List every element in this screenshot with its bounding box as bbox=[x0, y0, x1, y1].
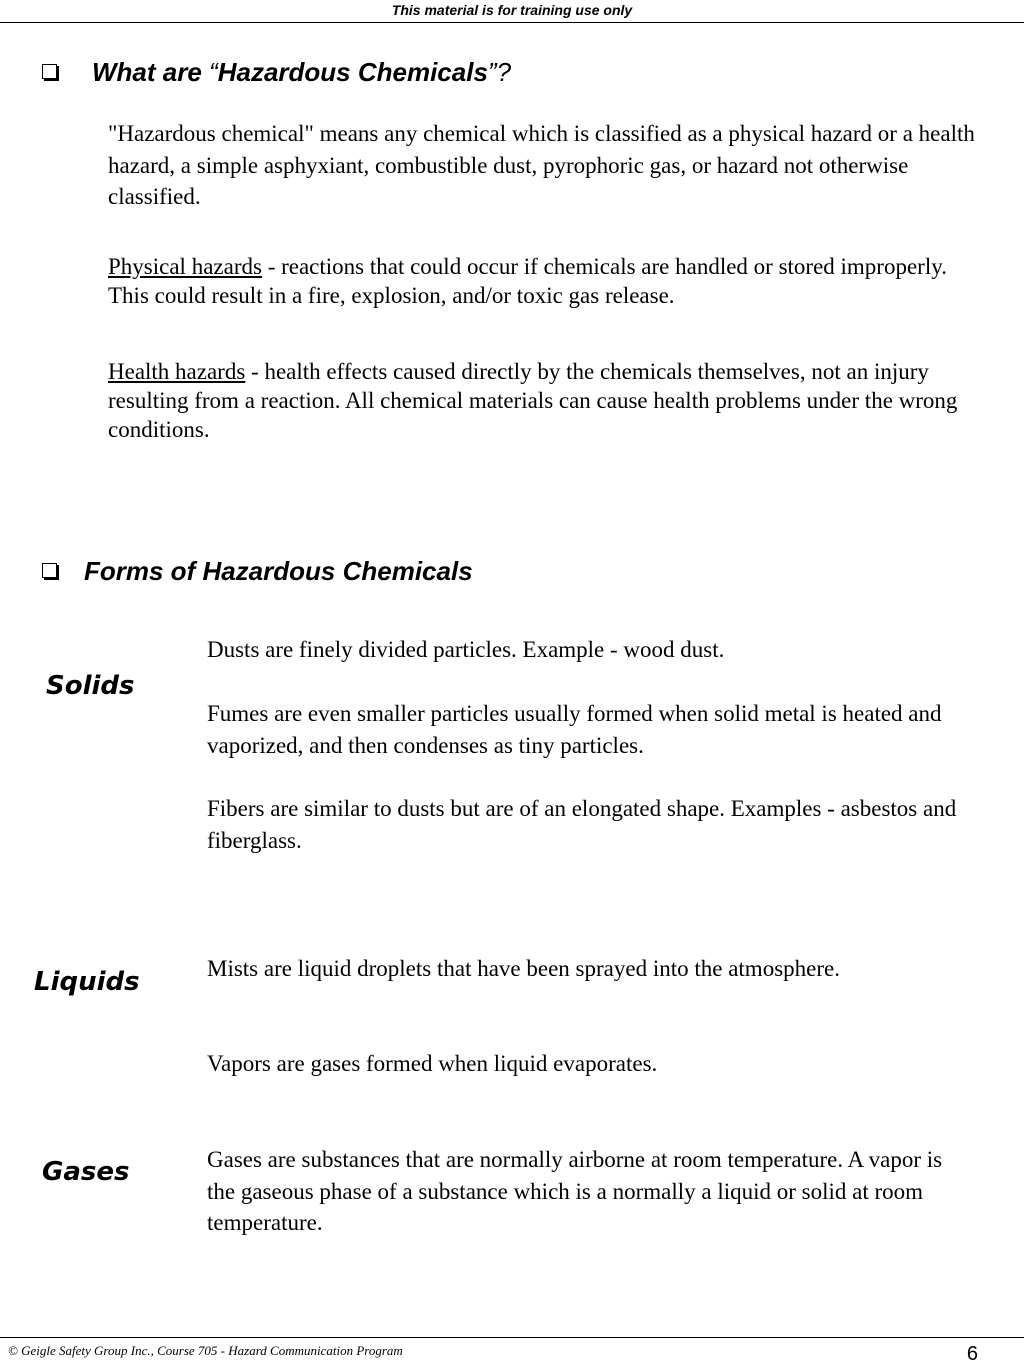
footer-copyright: © Geigle Safety Group Inc., Course 705 - Hazard Communication Program bbox=[8, 1343, 403, 1358]
header-divider bbox=[0, 22, 1024, 23]
physical-hazards-text: - reactions that could occur if chemicals are handled or stored improperly. This could result in a fire, explosion, and/or toxic gas release. bbox=[108, 254, 947, 308]
section-heading-forms: Forms of Hazardous Chemicals bbox=[84, 556, 473, 586]
health-hazards-term: Health hazards bbox=[108, 359, 246, 384]
vapors-paragraph: Vapors are gases formed when liquid evaporates. bbox=[207, 1051, 658, 1076]
dusts-paragraph: Dusts are finely divided particles. Example - wood dust. bbox=[207, 637, 725, 662]
heading-prefix: What are bbox=[92, 57, 210, 87]
heading-term: Hazardous Chemicals bbox=[217, 57, 488, 87]
page-number: 6 bbox=[966, 1343, 978, 1365]
checkbox-bullet-icon bbox=[42, 563, 57, 578]
gases-paragraph: Gases are substances that are normally airborne at room temperature. A vapor is the gaseous phase of a substance which is a normally a liquid or solid at room temperature. bbox=[207, 1147, 943, 1235]
footer-divider bbox=[0, 1337, 1024, 1338]
fibers-paragraph: Fibers are similar to dusts but are of an elongated shape. Examples - asbestos and fiberglass. bbox=[207, 796, 957, 853]
physical-hazards-term: Physical hazards bbox=[108, 254, 262, 279]
health-hazards-paragraph bbox=[108, 357, 988, 444]
training-notice: This material is for training use only bbox=[391, 2, 633, 18]
form-label-liquids: Liquids bbox=[34, 967, 140, 997]
mists-paragraph: Mists are liquid droplets that have been sprayed into the atmosphere. bbox=[207, 956, 840, 981]
heading-close-quote: ”? bbox=[487, 57, 512, 87]
fumes-paragraph: Fumes are even smaller particles usually formed when solid metal is heated and vaporized, and then condenses as tiny particles. bbox=[207, 701, 942, 758]
heading-open-quote: “ bbox=[209, 57, 218, 87]
definition-paragraph: "Hazardous chemical" means any chemical which is classified as a physical hazard or a health hazard, a simple asphyxiant, combustible dust, pyrophoric gas, or hazard not otherwise classified. bbox=[108, 121, 975, 209]
health-hazards-text: - health effects caused directly by the chemicals themselves, not an injury resulting from a reaction. All chemical materials can cause health problems under the wrong conditions. bbox=[108, 359, 958, 442]
form-label-gases: Gases bbox=[42, 1157, 130, 1187]
section-heading-what-are bbox=[92, 56, 511, 88]
form-label-solids: Solids bbox=[46, 671, 135, 701]
physical-hazards-paragraph bbox=[108, 252, 988, 310]
checkbox-bullet-icon bbox=[42, 64, 57, 79]
